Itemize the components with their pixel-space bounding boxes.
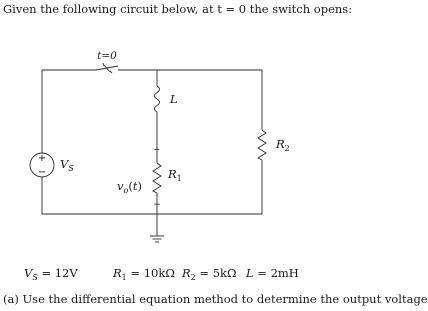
vo-label: $v_o(t)$ [117, 179, 142, 195]
l-value: L = 2mH [246, 266, 299, 280]
vo-plus-sign: + [153, 145, 161, 154]
r2-label: $R_2$ [276, 137, 290, 153]
inductor-symbol [155, 86, 160, 112]
switch-symbol [96, 63, 118, 73]
resistor-r1-symbol [153, 163, 161, 193]
source-minus-sign: − [37, 167, 47, 178]
vo-minus-sign: − [153, 200, 161, 210]
switch-label: t=0 [97, 50, 117, 62]
resistor-r2-symbol [258, 130, 266, 160]
r2-value: $R_2 = 5k\Omega$ [182, 266, 237, 282]
source-label-sub: S [68, 164, 74, 173]
ground-symbol [150, 236, 164, 242]
part-a-question: (a) Use the differential equation method to determine the output voltage [3, 292, 428, 306]
inductor-label: L [170, 92, 178, 106]
problem-intro: Given the following circuit below, at t = 0 the switch opens: [3, 2, 353, 16]
source-label [60, 159, 74, 171]
source-label-main: V [60, 157, 69, 171]
voltage-source [30, 153, 54, 178]
vs-value: $V_S = 12V$ [24, 266, 78, 282]
r1-value: $R_1 = 10k\Omega$ [113, 266, 175, 282]
r1-label: $R_1$ [168, 167, 182, 183]
source-plus-sign: + [37, 153, 47, 164]
